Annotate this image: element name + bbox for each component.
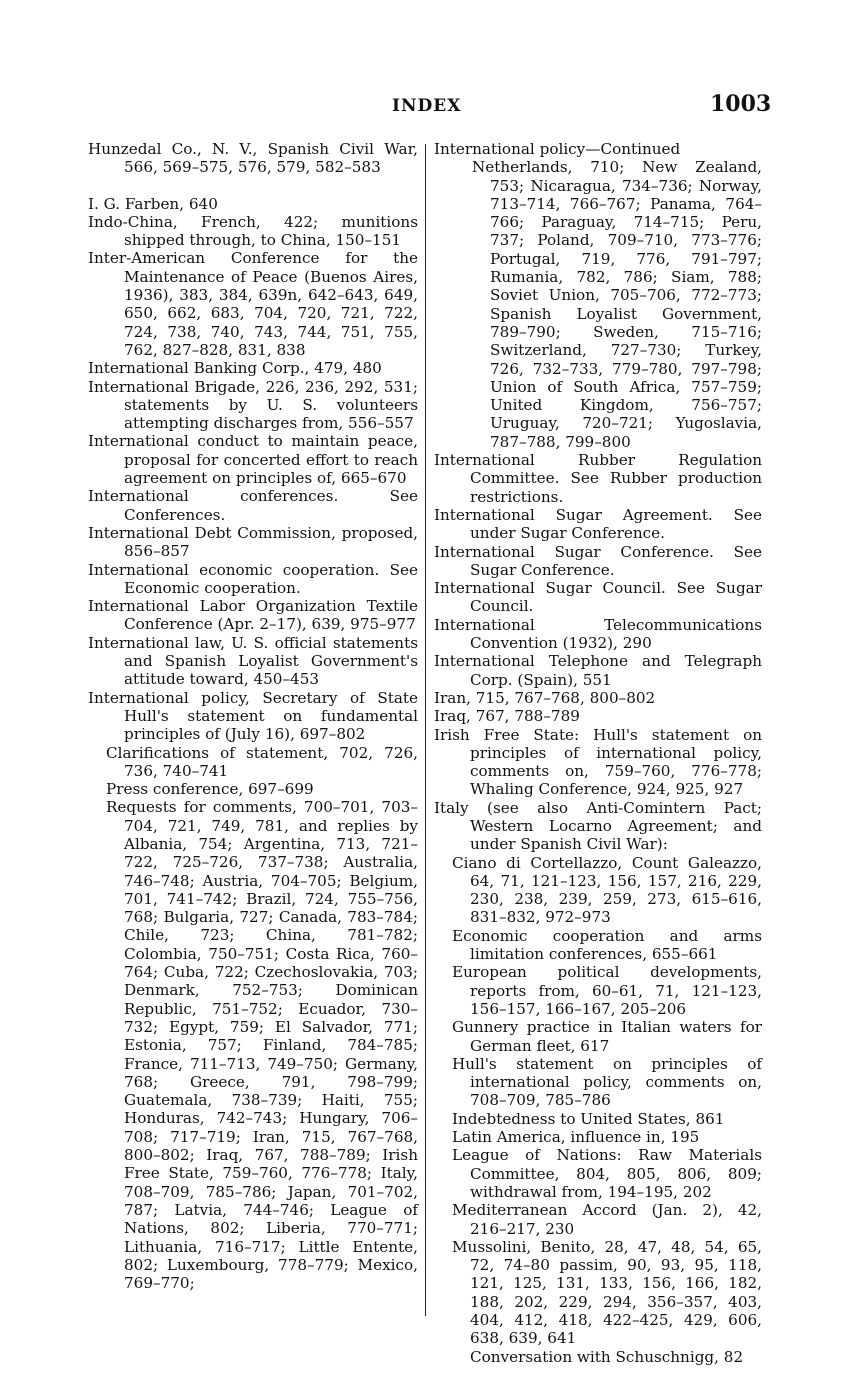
index-entry: International Debt Commission, proposed, 856–857 xyxy=(88,523,418,561)
index-entry: International conduct to maintain peace, proposal for concerted effort to reach agreement on principles of, 665–670 xyxy=(88,432,418,488)
index-subentry: Hull's statement on principles of international policy, comments on, 708–709, 785–786 xyxy=(452,1054,762,1110)
index-entry: Indo-China, French, 422; munitions shipped through, to China, 150–151 xyxy=(88,212,418,250)
index-entry: International Sugar Council. See Sugar Council. xyxy=(434,579,762,616)
index-entry: Iraq, 767, 788–789 xyxy=(434,707,580,726)
index-subentry: Economic cooperation and arms limitation conferences, 655–661 xyxy=(452,926,762,964)
index-subentry: Ciano di Cortellazzo, Count Galeazzo, 64, 71, 121–123, 156, 157, 216, 229, 230, 238, 239, 259, 273, 615–616, 831–832, 972–973 xyxy=(452,853,762,927)
index-entry: International Sugar Conference. See Sugar Conference. xyxy=(434,542,762,579)
column-divider xyxy=(425,144,426,1316)
index-subentry: Netherlands, 710; New Zealand, 753; Nicaragua, 734–736; Norway, 713–714, 766–767; Panama, 764–766; Paraguay, 714–715; Peru, 737; Poland, 709–710, 773–776; Portugal, 719, 776, 791–797; Rumania, 782, 786; Siam, 788; Soviet Union, 705–706, 772–773; Spanish Loyalist Government, 789–790; Sweden, 715–716; Switzerland, 727–730; Turkey, 726, 732–733, 779–780, 797–798; Union of South Africa, 757–759; United Kingdom, 756–757; Uruguay, 720–721; Yugoslavia, 787–788, 799–800 xyxy=(472,158,762,451)
index-subentry: Requests for comments, 700–701, 703–704, 721, 749, 781, and replies by Albania, 754; Argentina, 713, 721–722, 725–726, 737–738; Australia, 746–748; Austria, 704–705; Belgium, 701, 741–742; Brazil, 724, 755–756, 768; Bulgaria, 727; Canada, 783–784; Chile, 723; China, 781–782; Colombia, 750–751; Costa Rica, 760–764; Cuba, 722; Czechoslovakia, 703; Denmark, 752–753; Dominican Republic, 751–752; Ecuador, 730–732; Egypt, 759; El Salvador, 771; Estonia, 757; Finland, 784–785; France, 711–713, 749–750; Germany, 768; Greece, 791, 798–799; Guatemala, 738–739; Haiti, 755; Honduras, 742–743; Hungary, 706–708; 717–719; Iran, 715, 767–768, 800–802; Iraq, 767, 788–789; Irish Free State, 759–760, 776–778; Italy, 708–709, 785–786; Japan, 701–702, 787; Latvia, 744–746; League of Nations, 802; Liberia, 770–771; Lithuania, 716–717; Little Entente, 802; Luxembourg, 778–779; Mexico, 769–770; xyxy=(106,798,418,1293)
index-entry: International policy, Secretary of State Hull's statement on fundamental principles of (July 16), 697–802 xyxy=(88,688,418,744)
index-entry: Inter-American Conference for the Maintenance of Peace (Buenos Aires, 1936), 383, 384, 639n, 642–643, 649, 650, 662, 683, 704, 720, 721, 722, 724, 738, 740, 743, 744, 751, 755, 762, 827–828, 831, 838 xyxy=(88,249,418,359)
entry-spacer xyxy=(88,177,418,195)
index-subentry: League of Nations: Raw Materials Committee, 804, 805, 806, 809; withdrawal from, 194–195, 202 xyxy=(452,1146,762,1201)
index-entry: Hunzedal Co., N. V., Spanish Civil War, 566, 569–575, 576, 579, 582–583 xyxy=(88,140,418,177)
index-entry: International Telecommunications Convention (1932), 290 xyxy=(434,615,762,653)
index-entry: International Telephone and Telegraph Corp. (Spain), 551 xyxy=(434,652,762,689)
index-subentry: Mediterranean Accord (Jan. 2), 42, 216–217, 230 xyxy=(452,1201,762,1238)
index-entry: International Rubber Regulation Committee. See Rubber production restrictions. xyxy=(434,451,762,506)
index-subentry: Conversation with Schuschnigg, 82 xyxy=(470,1347,744,1366)
index-column-left xyxy=(88,140,418,1292)
index-entry: Irish Free State: Hull's statement on principles of international policy, comments on, 759–760, 776–778; Whaling Conference, 924, 925, 927 xyxy=(434,725,762,799)
index-entry: International conferences. See Conferences. xyxy=(88,487,418,524)
index-entry: International economic cooperation. See Economic cooperation. xyxy=(88,560,418,597)
page-number: 1003 xyxy=(710,91,772,117)
index-entry: International law, U. S. official statements and Spanish Loyalist Government's attitude toward, 450–453 xyxy=(88,633,418,689)
index-entry: Italy (see also Anti-Comintern Pact; Western Locarno Agreement; and under Spanish Civil War): xyxy=(434,798,762,854)
running-head: INDEX xyxy=(392,96,462,116)
index-entry: Iran, 715, 767–768, 800–802 xyxy=(434,688,656,707)
index-subentry: Press conference, 697–699 xyxy=(106,780,314,799)
index-entry: International Banking Corp., 479, 480 xyxy=(88,359,382,378)
index-subentry: Clarifications of statement, 702, 726, 736, 740–741 xyxy=(106,743,418,780)
index-subentry: Gunnery practice in Italian waters for German fleet, 617 xyxy=(452,1018,762,1055)
index-subentry: Indebtedness to United States, 861 xyxy=(452,1109,725,1128)
index-subentry: Mussolini, Benito, 28, 47, 48, 54, 65, 72, 74–80 passim, 90, 93, 95, 118, 121, 125, 131, 133, 156, 166, 182, 188, 202, 229, 294, 356–357, 403, 404, 412, 418, 422–425, 429, 606, 638, 639, 641 xyxy=(452,1237,762,1348)
index-entry: I. G. Farben, 640 xyxy=(88,194,218,213)
index-entry: International policy—Continued xyxy=(434,140,681,158)
index-entry: International Labor Organization Textile Conference (Apr. 2–17), 639, 975–977 xyxy=(88,597,418,634)
index-subentry: European political developments, reports from, 60–61, 71, 121–123, 156–157, 166–167, 205–206 xyxy=(452,963,762,1018)
index-entry: International Sugar Agreement. See under Sugar Conference. xyxy=(434,505,762,543)
index-column-right xyxy=(434,140,762,1366)
index-entry: International Brigade, 226, 236, 292, 531; statements by U. S. volunteers attempting discharges from, 556–557 xyxy=(88,377,418,433)
index-subentry: Latin America, influence in, 195 xyxy=(452,1128,700,1147)
